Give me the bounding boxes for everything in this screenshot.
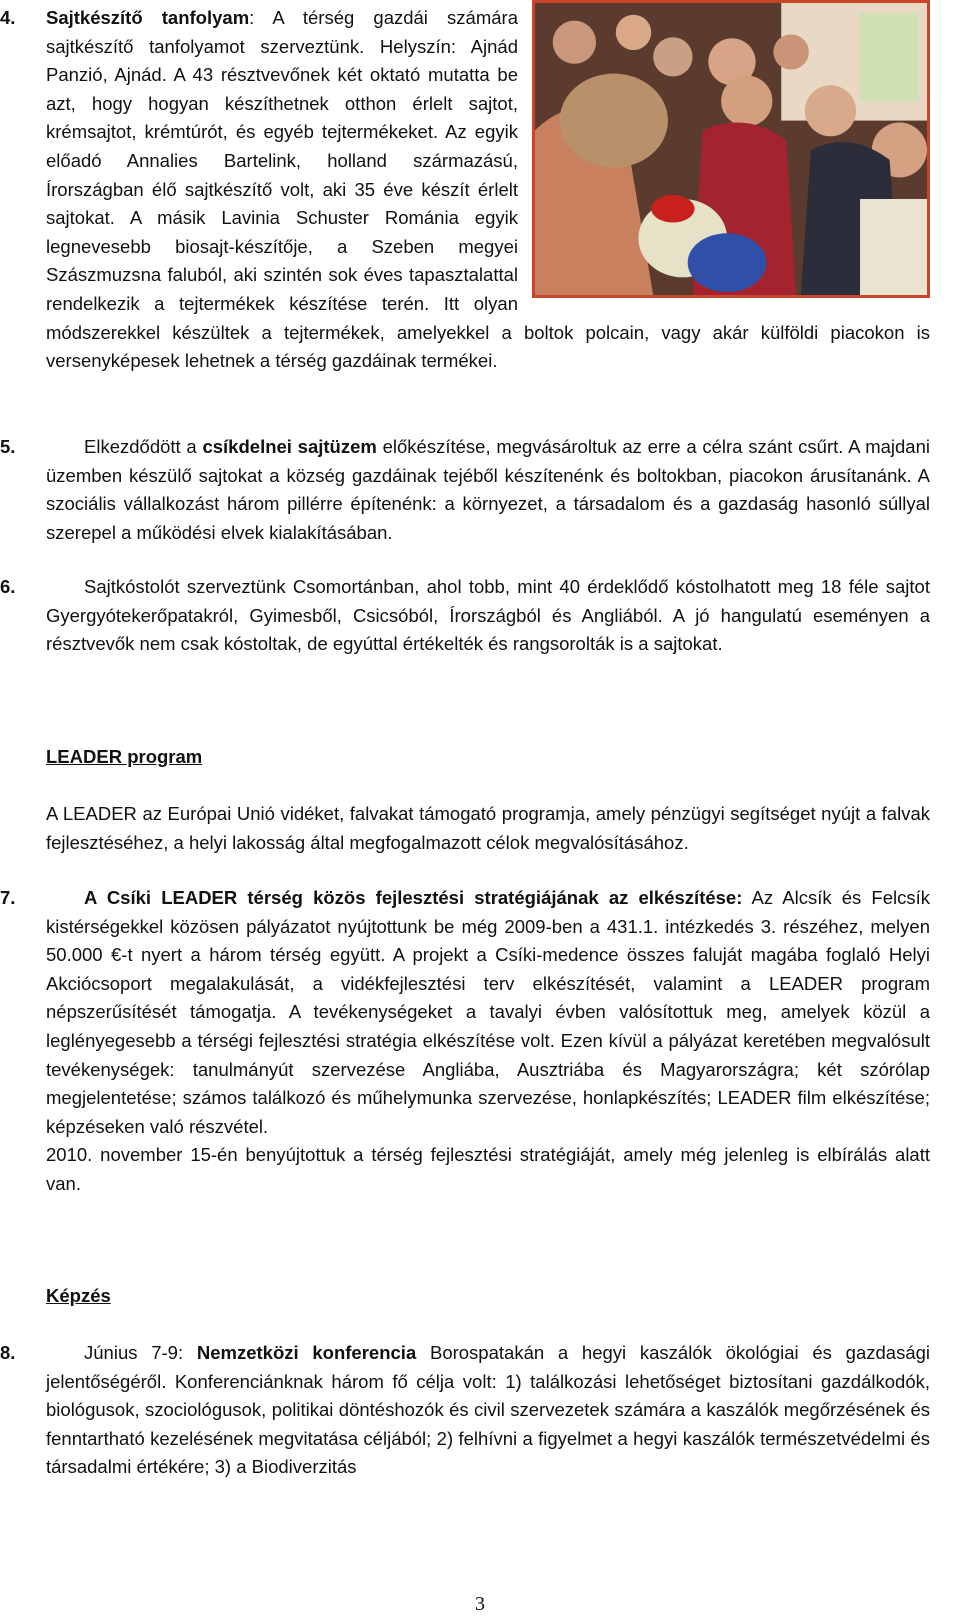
item-text-continued: 2010. november 15-én benyújtottuk a térség fejlesztési stratégiáját, amely még jelenleg is elbírálás alatt van.	[46, 1144, 930, 1194]
item-bold-text: A Csíki LEADER térség közös fejlesztési stratégiájának az elkészítése:	[84, 887, 743, 908]
list-item-6	[0, 573, 930, 659]
leader-intro-paragraph	[46, 800, 930, 857]
item-bold-text: csíkdelnei sajtüzem	[202, 436, 377, 457]
list-item-5	[0, 433, 930, 547]
page-number: 3	[475, 1593, 485, 1615]
item-text: előkészítése, megvásároltuk az erre a célra szánt csűrt. A majdani üzemben készülő sajtokat a község gazdáinak tejéből készítenénk és boltokban, piacokon árusítanánk. A szociális vállalkozást három pillérre építenénk: a környezet, a társadalom és a gazdaság hasonló súllyal szerepel a működési elvek kialakításában.	[46, 436, 930, 543]
section-heading-leader: LEADER program	[46, 746, 203, 767]
list-item-7	[0, 884, 931, 1199]
item-number: 6.	[0, 576, 16, 597]
cheese-course-photo	[532, 0, 930, 298]
item-number: 5.	[0, 436, 16, 457]
item-number: 7.	[0, 887, 16, 908]
item-number: 8.	[0, 1342, 16, 1363]
item-text-pre: Június 7-9:	[84, 1342, 197, 1363]
item-text-pre: Elkezdődött a	[84, 436, 203, 457]
item-text: Sajtkóstolót szerveztünk Csomortánban, ahol tobb, mint 40 érdeklődő kóstolhatott meg 18 féle sajtot Gyergyótekerőpatakról, Gyimesből, Csicsóból, Írországból és Angliából. A jó hangulatú eseményen a résztvevők nem csak kóstoltak, de egyúttal értékelték és rangsorolták is a sajtokat.	[46, 576, 930, 655]
item-title: Sajtkészítő tanfolyam	[46, 7, 250, 28]
photo-illustration	[535, 3, 927, 295]
list-item-4	[0, 4, 930, 376]
list-item-8	[0, 1339, 931, 1482]
section-heading-kepzes: Képzés	[46, 1285, 111, 1306]
item-text: Borospatakán a hegyi kaszálók ökológiai és gazdasági jelentőségéről. Konferenciánknak három fő célja volt: 1) találkozási lehetőséget biztosítani gazdálkodók, biológusok, szociológusok, politikai döntéshozók és civil szervezetek számára a kaszálók megőrzésének és fenntartható kezelésének megvitatása céljából; 2) felhívni a figyelmet a hegyi kaszálók természetvédelmi és társadalmi értékére; 3) a Biodiverzitás	[46, 1342, 931, 1478]
item-number: 4.	[0, 7, 16, 28]
item-text: : A térség gazdái számára sajtkészítő tanfolyamot szerveztünk. Helyszín: Ajnád Panzió, Ajnád. A 43 résztvevőnek két oktató mutatta be azt, hogy hogyan készíthetnek otthon érlelt sajtot, krémsajtot, krémtúrót, és egyéb tejtermékeket. Az egyik előadó Annalies Bartelink, holland származású, Írországban élő sajtkészítő volt, aki 35 éve készít érlelt sajtokat. A másik Lavinia Schuster Románia egyik legnevesebb biosajt-készítője, a Szeben megyei Szászmuzsna faluból, aki szintén sok éves tapasztalattal rendelkezik a tejtermékek készítése terén. Itt olyan módszerekkel készültek a tejtermékek, amelyekkel a boltok polcain, vagy akár külföldi piacokon is versenyképesek lehetnek a térség gazdáinak termékei.	[46, 7, 930, 372]
paragraph-text: A LEADER az Európai Unió vidéket, falvakat támogató programja, amely pénzügyi segítséget nyújt a falvak fejlesztéséhez, a helyi lakosság által megfogalmazott célok megvalósításához.	[46, 803, 930, 853]
item-bold-text: Nemzetközi konferencia	[196, 1342, 417, 1363]
item-text: Az Alcsík és Felcsík kistérségekkel közösen pályázatot nyújtottunk be még 2009-ben a 431.1. intézkedés 3. részéhez, melyen 50.000 €-t nyert a három térség együtt. A projekt a Csíki-medence összes faluját magába foglaló Helyi Akciócsoport megalakulását, a vidékfejlesztési terv elkészítését, valamint a LEADER program népszerűsítését támogatja. A tevékenységeket a tavalyi évben valósítottuk meg, amelyek közül a leglényegesebb a térségi fejlesztési stratégia elkészítése volt. Ezen kívül a pályázat keretében megvalósult tevékenységek: tanulmányút szervezése Angliába, Ausztriába és Magyarországra; két szórólap megjelentetése; számos találkozó és műhelymunka szervezése, honlapkészítés; LEADER film elkészítése; képzéseken való részvétel.	[46, 887, 931, 1137]
